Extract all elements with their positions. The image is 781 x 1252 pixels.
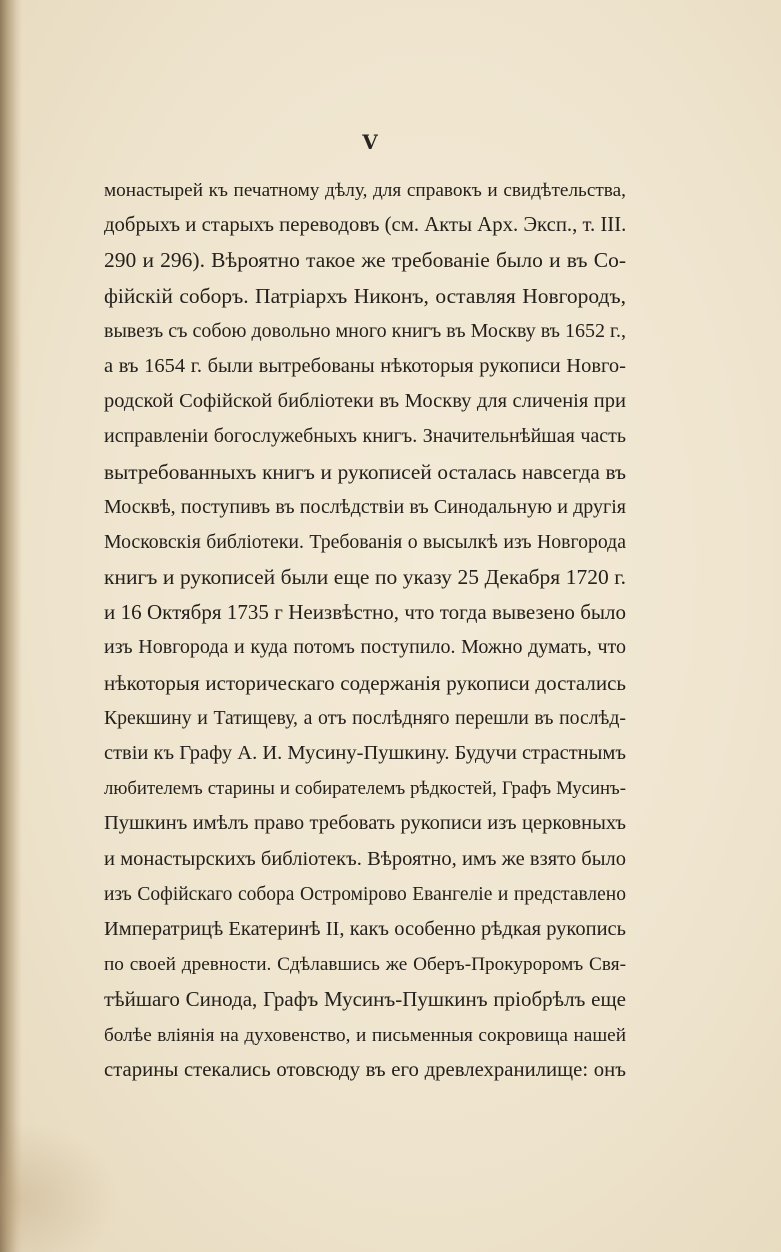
text-line: болѣе вліянія на духовенство, и письменныя сокровища нашей [104, 1024, 626, 1046]
text-line: книгъ и рукописей были еще по указу 25 Декабря 1720 г. [104, 565, 626, 590]
text-line: изъ Софійскаго собора Остромірово Евангеліе и представлено [104, 883, 626, 905]
text-line: родской Софійской библіотеки въ Москву для сличенія при [104, 390, 626, 413]
text-line: ствіи къ Графу А. И. Мусину-Пушкину. Будучи страстнымъ [104, 742, 626, 764]
text-line: фійскій соборъ. Патріархъ Никонъ, оставляя Новгородъ, [104, 283, 626, 308]
text-line: 290 и 296). Вѣроятно такое же требованіе было и въ Со- [104, 248, 626, 273]
text-line: по своей древности. Сдѣлавшись же Оберъ-Прокуроромъ Свя- [104, 954, 626, 976]
text-line: и монастырскихъ библіотекъ. Вѣроятно, имъ же взято было [104, 847, 626, 870]
text-line: тѣйшаго Синода, Графъ Мусинъ-Пушкинъ пріобрѣлъ еще [104, 987, 626, 1012]
text-line: Московскія библіотеки. Требованія о высылкѣ изъ Новгорода [104, 530, 626, 553]
paper-stain [0, 1120, 120, 1252]
text-line: а въ 1654 г. были вытребованы нѣкоторыя рукописи Новго- [104, 354, 626, 377]
page-spine-shadow [0, 0, 22, 1252]
body-text [104, 173, 626, 1088]
text-line: Пушкинъ имѣлъ право требовать рукописи изъ церковныхъ [104, 812, 626, 835]
text-line: нѣкоторыя историческаго содержанія рукописи достались [104, 670, 626, 695]
text-line: вытребованныхъ книгъ и рукописей осталась навсегда въ [104, 459, 626, 484]
page-number: V [362, 130, 378, 154]
text-line: Императрицѣ Екатеринѣ II, какъ особенно рѣдкая рукопись [104, 917, 626, 940]
text-line: Москвѣ, поступивъ въ послѣдствіи въ Синодальную и другія [104, 495, 626, 518]
text-line: монастырей къ печатному дѣлу, для справокъ и свидѣтельства, [104, 180, 626, 201]
text-line: и 16 Октября 1735 г Неизвѣстно, что тогда вывезено было [104, 600, 626, 625]
text-line: старины стекались отовсюду въ его древлехранилище: онъ [104, 1058, 626, 1081]
text-line: изъ Новгорода и куда потомъ поступило. Можно думать, что [104, 636, 626, 659]
text-line: любителемъ старины и собирателемъ рѣдкостей, Графъ Мусинъ- [104, 778, 626, 800]
text-line: добрыхъ и старыхъ переводовъ (см. Акты Арх. Эксп., т. III. [104, 214, 626, 237]
text-line: вывезъ съ собою довольно много книгъ въ Москву въ 1652 г., [104, 319, 626, 342]
text-line: исправленіи богослужебныхъ книгъ. Значительнѣйшая часть [104, 425, 626, 448]
text-line: Крекшину и Татищеву, а отъ послѣдняго перешли въ послѣд- [104, 706, 626, 729]
